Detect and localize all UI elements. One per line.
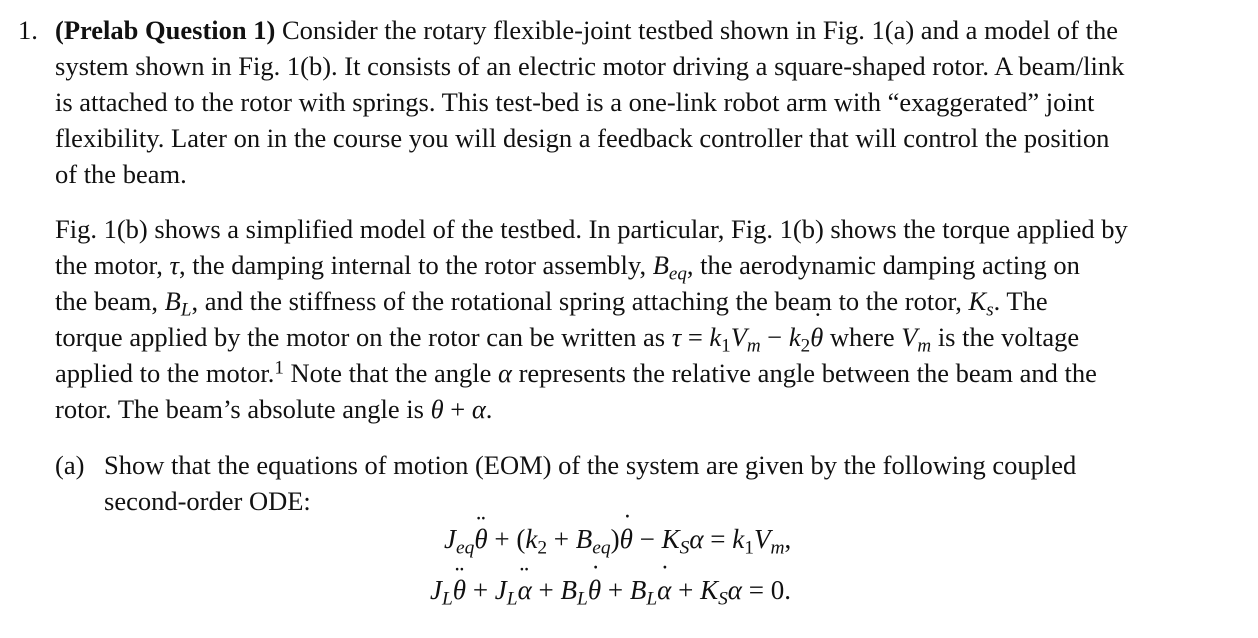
para2-line3: the beam, $B_L$, and the stiffness of the rotational spring attaching the beam to the rotor, $K_s$. The	[55, 286, 1048, 321]
math-vm: $V_m$	[901, 322, 932, 357]
para2-line6: rotor. The beam’s absolute angle is θ + α.	[55, 394, 493, 424]
footnote-marker[interactable]: 1	[274, 357, 284, 379]
math-beq: $B_{eq}$	[652, 250, 687, 285]
para1-line3: is attached to the rotor with springs. This test-bed is a one-link robot arm with “exaggerated” joint	[55, 87, 1095, 117]
para1-line4: flexibility. Later on in the course you will design a feedback controller that will control the position	[55, 123, 1110, 153]
para2-line1: Fig. 1(b) shows a simplified model of the testbed. In particular, Fig. 1(b) shows the torque applied by	[55, 214, 1128, 244]
para2-line2: the motor, τ, the damping internal to the rotor assembly, $B_{eq}$, the aerodynamic damping acting on	[55, 250, 1080, 285]
problem-title: (Prelab Question 1)	[55, 15, 276, 45]
para1-line1: (Prelab Question 1) Consider the rotary flexible-joint testbed shown in Fig. 1(a) and a model of the	[55, 15, 1118, 45]
para1-line2: system shown in Fig. 1(b). It consists of an electric motor driving a square-shaped rotor. A beam/link	[55, 51, 1125, 81]
para1-line5: of the beam.	[55, 159, 187, 189]
equation-1: $J_{eq}\theta$ ¨ + $(k_2 + B_{eq})\theta$ ˙ − $K_S\alpha = k_1V_m$,	[444, 519, 791, 559]
para2-line4: torque applied by the motor on the rotor can be written as $\tau = k_1V_m - k_2\theta$ ˙ where $V_m$ is the voltage	[55, 319, 1079, 355]
math-theta-plus-alpha: θ	[430, 394, 444, 424]
problem-number: 1.	[18, 15, 38, 45]
equation-2: $J_L\theta$ ¨ + $J_L\alpha$ ¨ + $B_L\theta$ ˙ + $B_L\alpha$ ˙ + $K_S\alpha = 0$.	[430, 570, 791, 610]
math-bl: $B_L$	[164, 286, 192, 321]
math-ks: $K_s$	[968, 286, 994, 321]
math-torque-eq: $\tau = k_1V_m - k_2\theta$ ˙	[672, 322, 824, 352]
math-alpha: α	[498, 358, 512, 388]
math-tau: τ	[169, 250, 179, 280]
part-a-label: (a)	[55, 450, 85, 480]
part-a-line2: second-order ODE:	[104, 486, 311, 516]
part-a-line1: Show that the equations of motion (EOM) of the system are given by the following coupled	[104, 450, 1077, 480]
para2-line5: applied to the motor.$^1$ Note that the angle α represents the relative angle between the beam and the	[55, 357, 1097, 388]
